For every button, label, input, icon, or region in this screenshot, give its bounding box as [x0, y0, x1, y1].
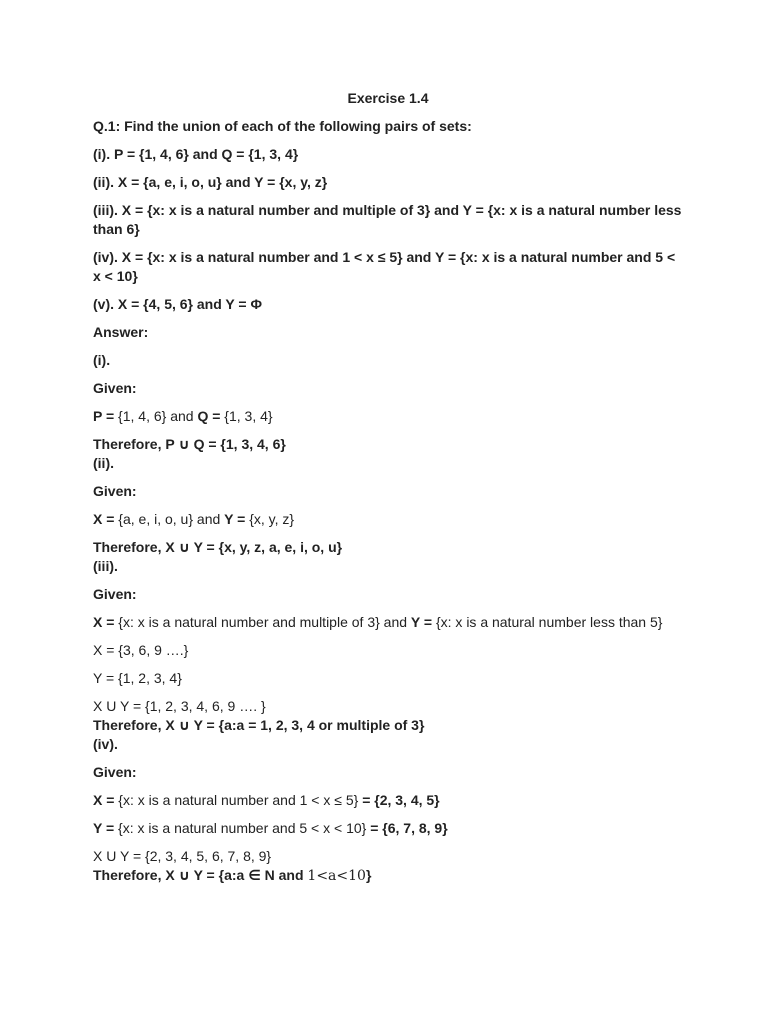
solution-iv-label: (iv).: [93, 736, 118, 752]
solution-i-sets: P = {1, 4, 6} and Q = {1, 3, 4}: [93, 408, 273, 424]
solution-iii-label: (iii).: [93, 558, 118, 574]
solution-iv-y: Y = {x: x is a natural number and 5 < x < 10} = {6, 7, 8, 9}: [93, 820, 448, 836]
question-part-v: (v). X = {4, 5, 6} and Y = Φ: [93, 296, 262, 312]
solution-ii-sets: X = {a, e, i, o, u} and Y = {x, y, z}: [93, 511, 295, 527]
question-part-i: (i). P = {1, 4, 6} and Q = {1, 3, 4}: [93, 146, 299, 162]
question-part-ii: (ii). X = {a, e, i, o, u} and Y = {x, y, z}: [93, 174, 328, 190]
answer-label: Answer:: [93, 324, 149, 340]
solution-iv-result: Therefore, X ∪ Y = {a:a ∈ N and 1<a<10}: [93, 867, 372, 884]
solution-i-result: Therefore, P ∪ Q = {1, 3, 4, 6}: [93, 436, 286, 452]
solution-i-label: (i).: [93, 352, 111, 368]
solution-iii-x-set: X = {3, 6, 9 ….}: [93, 642, 189, 658]
document-page: [93, 88, 683, 886]
solution-ii-result: Therefore, X ∪ Y = {x, y, z, a, e, i, o, u}: [93, 539, 343, 555]
solution-iii-result: Therefore, X ∪ Y = {a:a = 1, 2, 3, 4 or multiple of 3}: [93, 717, 425, 733]
solution-iii-given: Given:: [93, 586, 137, 602]
solution-iii-sets: X = {x: x is a natural number and multiple of 3} and Y = {x: x is a natural number less than 5}: [93, 614, 663, 630]
solution-iv-given: Given:: [93, 764, 137, 780]
solution-iii-union: X U Y = {1, 2, 3, 4, 6, 9 …. }: [93, 698, 266, 714]
solution-iv-x: X = {x: x is a natural number and 1 < x ≤ 5} = {2, 3, 4, 5}: [93, 792, 440, 808]
solution-ii-given: Given:: [93, 483, 137, 499]
question-heading: Q.1: Find the union of each of the following pairs of sets:: [93, 118, 472, 134]
question-part-iii: (iii). X = {x: x is a natural number and multiple of 3} and Y = {x: x is a natural number less than 6}: [93, 202, 682, 237]
page-title: Exercise 1.4: [347, 90, 429, 106]
solution-i-given: Given:: [93, 380, 137, 396]
question-part-iv: (iv). X = {x: x is a natural number and 1 < x ≤ 5} and Y = {x: x is a natural number and 5 < x < 10}: [93, 249, 676, 284]
solution-iv-union: X U Y = {2, 3, 4, 5, 6, 7, 8, 9}: [93, 848, 272, 864]
math-inequality: 1<a<10: [307, 868, 366, 884]
solution-iii-y-set: Y = {1, 2, 3, 4}: [93, 670, 182, 686]
solution-ii-label: (ii).: [93, 455, 114, 471]
